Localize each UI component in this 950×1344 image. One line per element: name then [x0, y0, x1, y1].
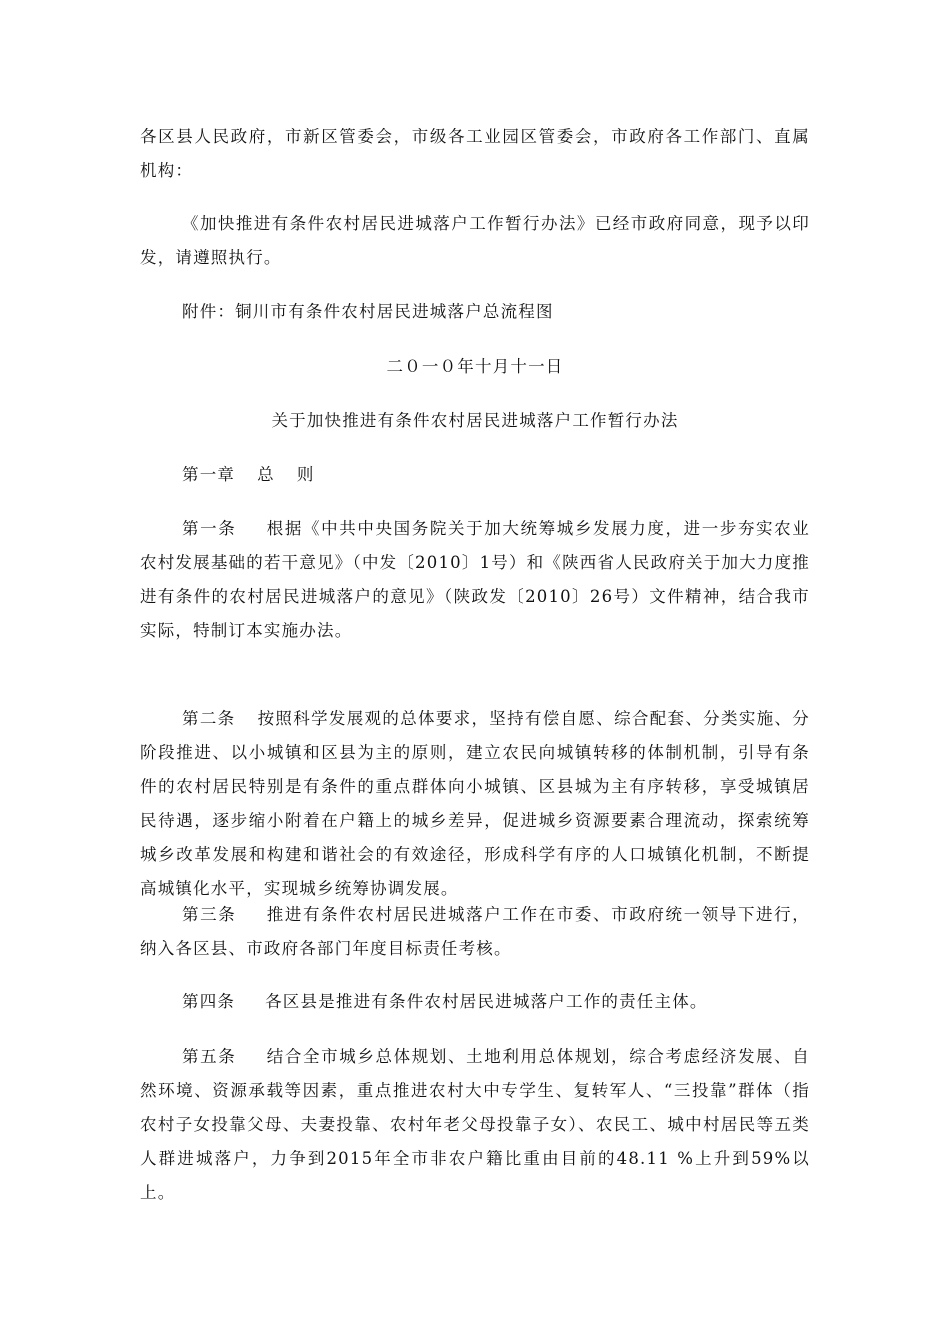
chapter-word-1: 总: [257, 465, 275, 484]
article-text: 各区县是推进有条件农村居民进城落户工作的责任主体。: [265, 992, 708, 1011]
document-date: 二０一０年十月十一日: [386, 357, 564, 376]
notice-paragraph: 《加快推进有条件农村居民进城落户工作暂行办法》已经市政府同意，现予以印发，请遵照执行。: [140, 214, 810, 267]
article-label: 第四条: [182, 992, 236, 1011]
article-3: [140, 898, 810, 966]
chapter-label: 第一章: [182, 465, 236, 484]
attachment-line: 附件：铜川市有条件农村居民进城落户总流程图: [182, 302, 554, 321]
document-title: 关于加快推进有条件农村居民进城落户工作暂行办法: [271, 411, 679, 430]
article-label: 第三条: [182, 905, 237, 924]
salutation: 各区县人民政府，市新区管委会，市级各工业园区管委会，市政府各工作部门、直属机构：: [140, 127, 810, 180]
chapter-heading: [140, 458, 810, 492]
article-label: 第一条: [182, 519, 237, 538]
article-5: [140, 1040, 810, 1210]
article-1: [140, 512, 810, 648]
article-2: [140, 702, 810, 906]
article-text: 推进有条件农村居民进城落户工作在市委、市政府统一领导下进行，纳入各区县、市政府各部门年度目标责任考核。: [140, 905, 811, 958]
article-label: 第五条: [182, 1047, 237, 1066]
chapter-word-2: 则: [296, 465, 315, 484]
article-text: 按照科学发展观的总体要求，坚持有偿自愿、综合配套、分类实施、分阶段推进、以小城镇和区县为主的原则，建立农民向城镇转移的体制机制，引导有条件的农村居民特别是有条件的重点群体向小城镇、区县城为主有序转移，享受城镇居民待遇，逐步缩小附着在户籍上的城乡差异，促进城乡资源要素合理流动，探索统筹城乡改革发展和构建和谐社会的有效途径，形成科学有序的人口城镇化机制，不断提高城镇化水平，实现城乡统筹协调发展。: [140, 709, 811, 898]
article-4: [140, 985, 810, 1019]
article-label: 第二条: [182, 709, 236, 728]
article-text: 根据《中共中央国务院关于加大统筹城乡发展力度，进一步夯实农业农村发展基础的若干意见》（中发〔2010〕1号）和《陕西省人民政府关于加大力度推进有条件的农村居民进城落户的意见》（陕政发〔2010〕26号）文件精神，结合我市实际，特制订本实施办法。: [140, 519, 811, 640]
article-text: 结合全市城乡总体规划、土地利用总体规划，综合考虑经济发展、自然环境、资源承载等因素，重点推进农村大中专学生、复转军人、“三投靠”群体（指农村子女投靠父母、夫妻投靠、农村年老父母投靠子女）、农民工、城中村居民等五类人群进城落户，力争到2015年全市非农户籍比重由目前的48.11 %上升到59%以上。: [140, 1047, 811, 1202]
